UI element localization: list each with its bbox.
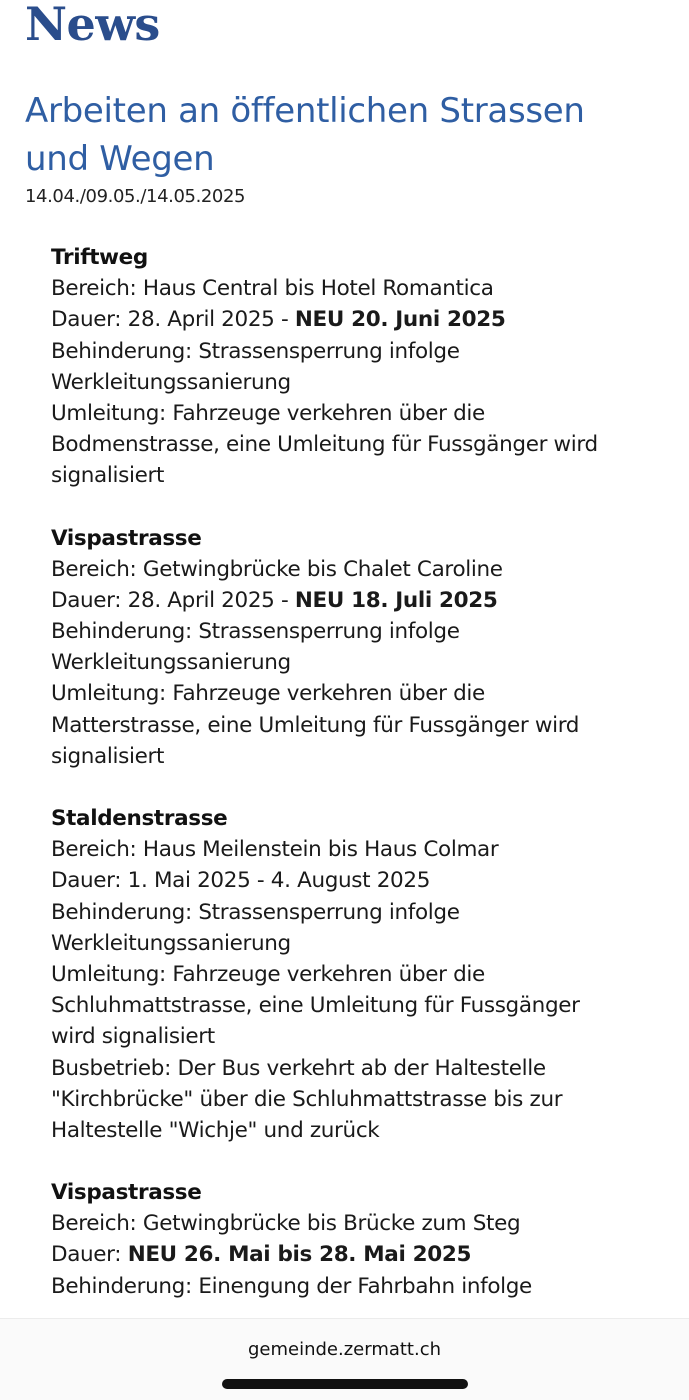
dauer-new-date: NEU 26. Mai bis 28. Mai 2025 bbox=[127, 1242, 472, 1268]
section-bereich: Bereich: Haus Meilenstein bis Haus Colmar bbox=[51, 837, 499, 863]
section-umleitung-cont: signalisiert bbox=[51, 743, 165, 769]
section-triftweg bbox=[51, 242, 676, 492]
section-behinderung: Behinderung: Strassensperrung infolge bbox=[51, 899, 460, 925]
article-title-line-2: und Wegen bbox=[25, 139, 215, 179]
page-heading: News bbox=[25, 0, 160, 51]
section-staldenstrasse bbox=[51, 803, 676, 1146]
section-behinderung-cont: Werkleitungssanierung bbox=[51, 369, 291, 395]
dauer-text: Dauer: 28. April 2025 - bbox=[51, 307, 295, 333]
section-busbetrieb-cont: Haltestelle "Wichje" und zurück bbox=[51, 1117, 380, 1143]
section-dauer bbox=[51, 304, 676, 335]
section-umleitung-cont: Matterstrasse, eine Umleitung für Fussgänger wird bbox=[51, 712, 580, 738]
article-date: 14.04./09.05./14.05.2025 bbox=[25, 186, 246, 207]
section-umleitung-cont: Schluhmattstrasse, eine Umleitung für Fussgänger bbox=[51, 993, 580, 1019]
dauer-text: Dauer: bbox=[51, 1242, 128, 1268]
section-bereich: Bereich: Getwingbrücke bis Chalet Caroline bbox=[51, 556, 503, 582]
home-indicator[interactable] bbox=[222, 1379, 468, 1389]
dauer-new-date: NEU 18. Juli 2025 bbox=[294, 587, 498, 613]
section-bereich: Bereich: Getwingbrücke bis Brücke zum Steg bbox=[51, 1211, 521, 1237]
dauer-new-date: NEU 20. Juni 2025 bbox=[294, 307, 506, 333]
section-umleitung: Umleitung: Fahrzeuge verkehren über die bbox=[51, 400, 485, 426]
section-busbetrieb-cont: "Kirchbrücke" über die Schluhmattstrasse bis zur bbox=[51, 1086, 563, 1112]
section-behinderung: Behinderung: Strassensperrung infolge bbox=[51, 338, 460, 364]
address-bar-url[interactable]: gemeinde.zermatt.ch bbox=[247, 1339, 442, 1360]
section-heading: Vispastrasse bbox=[51, 525, 202, 551]
article-title bbox=[25, 87, 665, 183]
section-umleitung: Umleitung: Fahrzeuge verkehren über die bbox=[51, 961, 485, 987]
section-behinderung-cont: Werkleitungssanierung bbox=[51, 650, 291, 676]
article-content bbox=[51, 242, 676, 1333]
section-vispastrasse-1 bbox=[51, 523, 676, 773]
section-heading: Staldenstrasse bbox=[51, 806, 228, 831]
section-busbetrieb: Busbetrieb: Der Bus verkehrt ab der Haltestelle bbox=[51, 1055, 546, 1081]
section-umleitung: Umleitung: Fahrzeuge verkehren über die bbox=[51, 681, 485, 707]
dauer-text: Dauer: 28. April 2025 - bbox=[51, 587, 295, 613]
section-umleitung-cont: signalisiert bbox=[51, 463, 165, 489]
section-heading: Triftweg bbox=[51, 245, 148, 270]
section-dauer: Dauer: 1. Mai 2025 - 4. August 2025 bbox=[51, 868, 431, 894]
section-umleitung-cont: Bodmenstrasse, eine Umleitung für Fussgänger wird bbox=[51, 432, 598, 458]
section-bereich: Bereich: Haus Central bis Hotel Romantica bbox=[51, 276, 494, 302]
section-vispastrasse-2 bbox=[51, 1177, 676, 1302]
section-behinderung: Behinderung: Einengung der Fahrbahn infolge bbox=[51, 1273, 532, 1299]
section-behinderung: Behinderung: Strassensperrung infolge bbox=[51, 619, 460, 645]
section-umleitung-cont: wird signalisiert bbox=[51, 1024, 215, 1050]
section-behinderung-cont: Werkleitungssanierung bbox=[51, 930, 291, 956]
section-heading: Vispastrasse bbox=[51, 1180, 202, 1206]
section-dauer bbox=[51, 585, 676, 616]
section-dauer bbox=[51, 1239, 676, 1270]
article-title-line-1: Arbeiten an öffentlichen Strassen bbox=[25, 91, 585, 131]
